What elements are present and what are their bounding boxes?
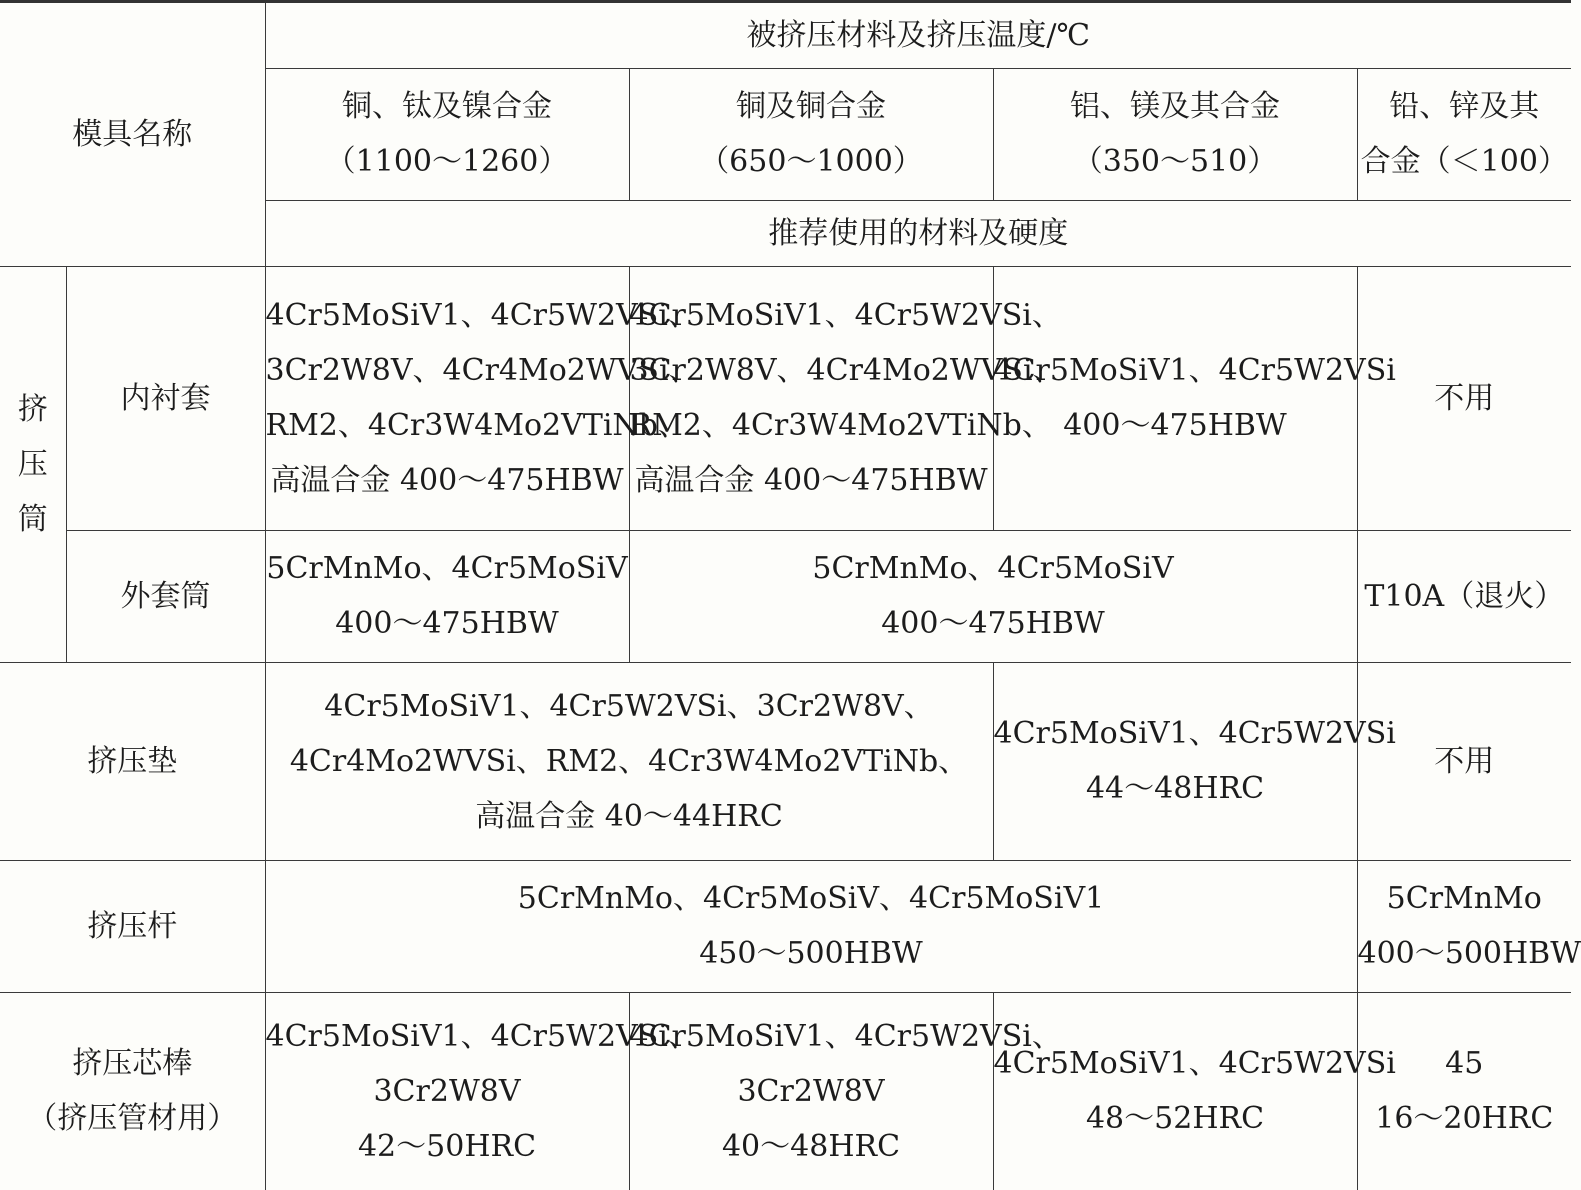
mandrel-label: [0, 992, 265, 1190]
liner-col2-line: 高温合金 400～475HBW: [634, 463, 988, 498]
container-label: [0, 266, 66, 662]
material-temp-header: [265, 3, 1571, 68]
mandrel-col4: [1357, 992, 1571, 1190]
pad-col12: [265, 662, 993, 860]
mandrel-col1-line: 42～50HRC: [357, 1128, 537, 1164]
pad-label-text: 挤压垫: [87, 743, 178, 779]
mandrel-col4-line: 16～20HRC: [1375, 1101, 1554, 1137]
stem-col4-line: 5CrMnMo: [1386, 881, 1542, 916]
mandrel-col2-line: 40～48HRC: [721, 1128, 901, 1164]
mandrel-col1-line: 4Cr5MoSiV1、4Cr5W2VSi、: [265, 1018, 698, 1054]
pad-col12-line: 4Cr4Mo2WVSi、RM2、4Cr3W4Mo2VTiNb、: [289, 743, 969, 779]
outer-col4-text: T10A（退火）: [1364, 578, 1565, 614]
col-header-3: [993, 68, 1357, 200]
pad-col3-line: 44～48HRC: [1085, 771, 1265, 806]
pad-col12-line: 4Cr5MoSiV1、4Cr5W2VSi、3Cr2W8V、: [324, 688, 934, 724]
outer-label-text: 外套筒: [120, 578, 211, 614]
outer-col1-line: 5CrMnMo、4Cr5MoSiV: [266, 551, 628, 586]
liner-label-text: 内衬套: [120, 380, 211, 416]
col-header-4-temp: 合金（＜100）: [1360, 144, 1568, 179]
liner-col3-line: 4Cr5MoSiV1、4Cr5W2VSi: [993, 353, 1396, 388]
pad-col3: [993, 662, 1396, 860]
stem-label-text: 挤压杆: [87, 908, 178, 944]
liner-col1: [265, 266, 699, 530]
pad-col4-text: 不用: [1434, 743, 1495, 779]
outer-col1-line: 400～475HBW: [335, 606, 559, 641]
stem-col123-line: 5CrMnMo、4Cr5MoSiV、4Cr5MoSiV1: [517, 881, 1105, 916]
stem-col4-line: 400～500HBW: [1357, 936, 1581, 971]
stem-col4: [1357, 860, 1581, 992]
col-header-1-name: 铜、钛及镍合金: [342, 89, 552, 124]
liner-col1-line: RM2、4Cr3W4Mo2VTiNb、: [265, 408, 688, 443]
mandrel-col3-line: 4Cr5MoSiV1、4Cr5W2VSi: [993, 1046, 1396, 1082]
liner-col1-line: 3Cr2W8V、4Cr4Mo2WVSi、: [265, 353, 699, 388]
col-header-2-name: 铜及铜合金: [736, 89, 886, 124]
liner-col3-line: 400～475HBW: [1063, 408, 1287, 443]
stem-col123: [265, 860, 1357, 992]
liner-label: [66, 266, 265, 530]
outer-col23: [629, 530, 1357, 662]
container-label-char-1: 挤: [17, 391, 48, 427]
outer-label: [66, 530, 265, 662]
pad-label: [0, 662, 265, 860]
col-header-2-temp: （650～1000）: [699, 144, 923, 179]
liner-col1-line: 高温合金 400～475HBW: [270, 463, 624, 498]
container-label-char-3: 筒: [17, 501, 48, 537]
die-name-header-text: 模具名称: [72, 116, 193, 152]
col-header-2: [629, 68, 993, 200]
die-material-table: [0, 3, 1581, 1190]
pad-col12-line: 高温合金 40～44HRC: [475, 798, 783, 834]
col-header-3-temp: （350～510）: [1072, 144, 1278, 179]
outer-col23-line: 400～475HBW: [881, 606, 1105, 641]
recommended-header-text: 推荐使用的材料及硬度: [768, 215, 1069, 251]
liner-col1-line: 4Cr5MoSiV1、4Cr5W2VSi、: [265, 298, 698, 333]
mandrel-col3-line: 48～52HRC: [1085, 1101, 1265, 1137]
col-header-4: [1357, 68, 1571, 200]
col-header-1-temp: （1100～1260）: [325, 144, 569, 179]
mandrel-col2-line: 4Cr5MoSiV1、4Cr5W2VSi、: [629, 1018, 1062, 1054]
liner-col2-line: 3Cr2W8V、4Cr4Mo2WVSi、: [629, 353, 1063, 388]
mandrel-col1-line: 3Cr2W8V: [373, 1073, 521, 1109]
outer-col4: [1357, 530, 1571, 662]
liner-col2-line: 4Cr5MoSiV1、4Cr5W2VSi、: [629, 298, 1062, 333]
outer-col1: [265, 530, 629, 662]
col-header-1: [265, 68, 629, 200]
recommended-header: [265, 200, 1571, 266]
mandrel-col1: [265, 992, 698, 1190]
pad-col4: [1357, 662, 1571, 860]
mandrel-label-line: （挤压管材用）: [27, 1101, 238, 1137]
liner-col2-line: RM2、4Cr3W4Mo2VTiNb、: [629, 408, 1052, 443]
mandrel-col2: [629, 992, 1062, 1190]
outer-col23-line: 5CrMnMo、4Cr5MoSiV: [812, 551, 1174, 586]
mandrel-label-line: 挤压芯棒: [72, 1046, 193, 1082]
mandrel-col2-line: 3Cr2W8V: [737, 1073, 885, 1109]
col-header-4-name: 铅、锌及其: [1389, 89, 1540, 124]
mandrel-col4-line: 45: [1445, 1046, 1484, 1082]
stem-label: [0, 860, 265, 992]
stem-col123-line: 450～500HBW: [699, 936, 923, 971]
material-temp-header-text: 被挤压材料及挤压温度/℃: [746, 17, 1091, 53]
col-header-3-name: 铝、镁及其合金: [1070, 89, 1280, 124]
pad-col3-line: 4Cr5MoSiV1、4Cr5W2VSi: [993, 716, 1396, 751]
liner-col4: [1357, 266, 1571, 530]
die-name-header: [0, 3, 265, 266]
liner-col2: [629, 266, 1063, 530]
container-label-char-2: 压: [17, 446, 48, 482]
liner-col4-text: 不用: [1434, 380, 1495, 416]
